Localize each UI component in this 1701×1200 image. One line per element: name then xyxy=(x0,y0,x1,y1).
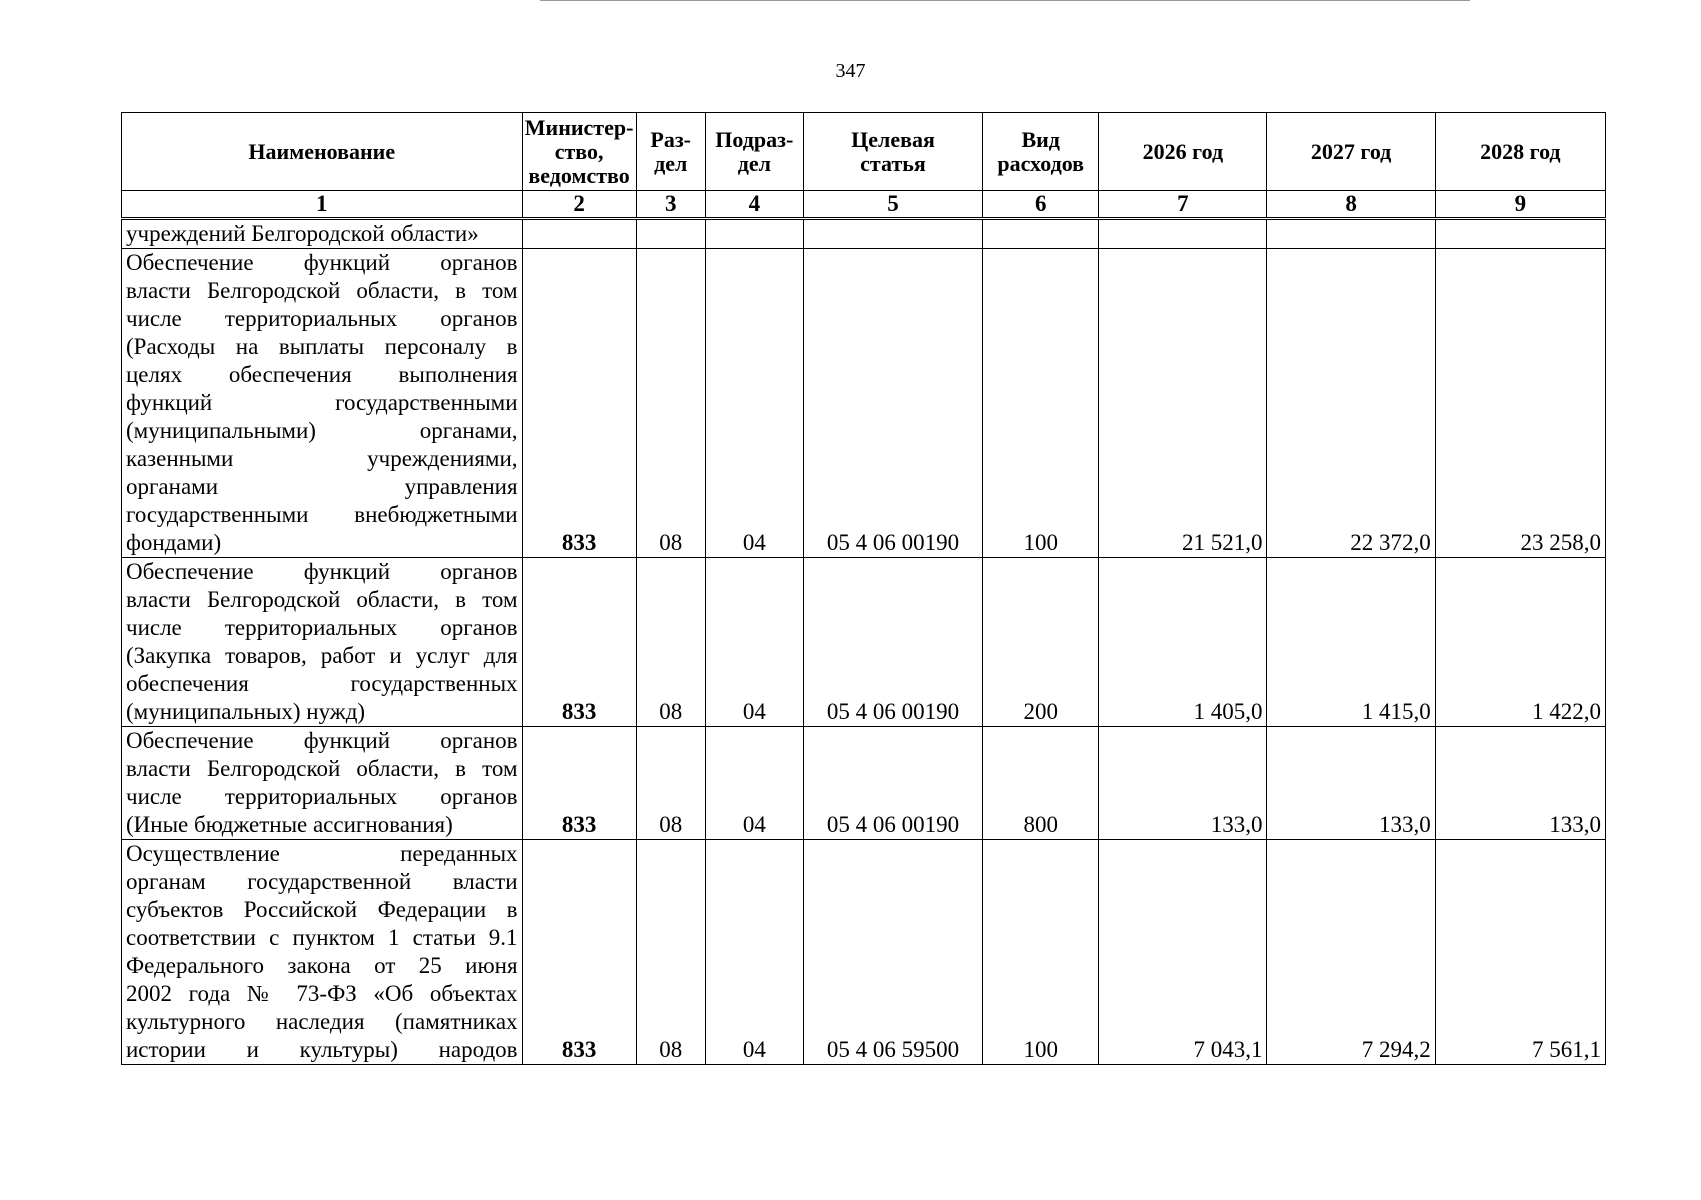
row-ministry: 833 xyxy=(522,727,636,840)
row-2026: 21 521,0 xyxy=(1099,249,1267,558)
row-target xyxy=(803,219,982,249)
column-number-row xyxy=(122,191,1606,219)
name-line: функций государственными xyxy=(126,390,518,415)
header-expense-type-line: расходов xyxy=(997,150,1085,176)
row-ministry xyxy=(522,219,636,249)
header-row xyxy=(122,113,1606,191)
name-line: Обеспечение функций органов xyxy=(126,559,518,584)
row-section: 08 xyxy=(636,558,705,727)
header-section-line: дел xyxy=(654,150,688,176)
row-section: 08 xyxy=(636,249,705,558)
row-section xyxy=(636,219,705,249)
header-ministry-line: Министер- xyxy=(524,114,634,140)
header-expense-type-line: Вид xyxy=(1021,126,1060,152)
table-row xyxy=(122,249,1606,558)
name-line: 2002 года № 73-ФЗ «Об объектах xyxy=(126,981,518,1006)
name-line: (Расходы на выплаты персоналу в xyxy=(126,334,518,359)
name-line: целях обеспечения выполнения xyxy=(126,362,518,387)
name-line: субъектов Российской Федерации в xyxy=(126,897,518,922)
row-2027 xyxy=(1267,219,1435,249)
row-target: 05 4 06 59500 xyxy=(803,840,982,1065)
header-2026: 2026 год xyxy=(1099,113,1267,191)
row-section: 08 xyxy=(636,840,705,1065)
name-line: органами управления xyxy=(126,474,518,499)
row-2028 xyxy=(1435,219,1605,249)
name-line: Обеспечение функций органов xyxy=(126,250,518,275)
header-target xyxy=(803,113,982,191)
header-target-line: Целевая xyxy=(851,126,935,152)
table-row xyxy=(122,727,1606,840)
name-line: власти Белгородской области, в том xyxy=(126,756,518,781)
header-name: Наименование xyxy=(122,113,523,191)
name-line: культурного наследия (памятниках xyxy=(126,1009,518,1034)
column-number: 6 xyxy=(983,191,1099,219)
row-expense-type xyxy=(983,219,1099,249)
header-2027: 2027 год xyxy=(1267,113,1435,191)
name-line: фондами) xyxy=(126,530,222,555)
row-2027: 133,0 xyxy=(1267,727,1435,840)
header-subsection-line: дел xyxy=(737,150,771,176)
name-line: (муниципальных) нужд) xyxy=(126,699,366,724)
name-line: Осуществление переданных xyxy=(126,841,518,866)
row-expense-type: 100 xyxy=(983,249,1099,558)
column-number: 2 xyxy=(522,191,636,219)
name-line: (Иные бюджетные ассигнования) xyxy=(126,812,453,837)
row-subsection: 04 xyxy=(705,840,803,1065)
name-line: числе территориальных органов xyxy=(126,784,518,809)
row-subsection: 04 xyxy=(705,727,803,840)
column-number: 3 xyxy=(636,191,705,219)
row-name xyxy=(122,219,523,249)
row-ministry: 833 xyxy=(522,558,636,727)
header-target-line: статья xyxy=(860,150,926,176)
column-number: 4 xyxy=(705,191,803,219)
row-2026 xyxy=(1099,219,1267,249)
header-ministry-line: ство, xyxy=(554,138,604,164)
row-2028: 1 422,0 xyxy=(1435,558,1605,727)
row-expense-type: 100 xyxy=(983,840,1099,1065)
row-subsection xyxy=(705,219,803,249)
column-number: 9 xyxy=(1435,191,1605,219)
name-line: учреждений Белгородской области» xyxy=(126,221,479,246)
name-line: истории и культуры) народов xyxy=(126,1037,518,1062)
name-line: числе территориальных органов xyxy=(126,306,518,331)
row-2028: 7 561,1 xyxy=(1435,840,1605,1065)
row-2026: 7 043,1 xyxy=(1099,840,1267,1065)
row-2026: 133,0 xyxy=(1099,727,1267,840)
name-line: обеспечения государственных xyxy=(126,671,518,696)
row-ministry: 833 xyxy=(522,249,636,558)
row-target: 05 4 06 00190 xyxy=(803,249,982,558)
row-name xyxy=(122,727,523,840)
header-section-line: Раз- xyxy=(650,126,692,152)
header-ministry-line: ведомство xyxy=(528,162,630,188)
table-row xyxy=(122,840,1606,1065)
budget-table xyxy=(121,112,1606,1065)
header-expense-type xyxy=(983,113,1099,191)
row-name xyxy=(122,558,523,727)
row-subsection: 04 xyxy=(705,249,803,558)
name-line: (муниципальными) органами, xyxy=(126,418,518,443)
row-target: 05 4 06 00190 xyxy=(803,558,982,727)
header-section xyxy=(636,113,705,191)
header-subsection-line: Подраз- xyxy=(715,126,794,152)
column-number: 5 xyxy=(803,191,982,219)
column-number: 8 xyxy=(1267,191,1435,219)
name-line: государственными внебюджетными xyxy=(126,502,518,527)
column-number: 1 xyxy=(122,191,523,219)
name-line: органам государственной власти xyxy=(126,869,518,894)
page-number: 347 xyxy=(835,60,866,82)
name-line: власти Белгородской области, в том xyxy=(126,278,518,303)
row-2026: 1 405,0 xyxy=(1099,558,1267,727)
table-row xyxy=(122,219,1606,249)
row-name xyxy=(122,840,523,1065)
row-target: 05 4 06 00190 xyxy=(803,727,982,840)
column-number: 7 xyxy=(1099,191,1267,219)
row-expense-type: 800 xyxy=(983,727,1099,840)
row-2027: 7 294,2 xyxy=(1267,840,1435,1065)
row-ministry: 833 xyxy=(522,840,636,1065)
row-2028: 133,0 xyxy=(1435,727,1605,840)
row-2028: 23 258,0 xyxy=(1435,249,1605,558)
table-row xyxy=(122,558,1606,727)
top-scan-edge xyxy=(540,0,1470,1)
row-name xyxy=(122,249,523,558)
name-line: (Закупка товаров, работ и услуг для xyxy=(126,643,518,668)
name-line: Обеспечение функций органов xyxy=(126,728,518,753)
name-line: Федерального закона от 25 июня xyxy=(126,953,518,978)
name-line: числе территориальных органов xyxy=(126,615,518,640)
row-subsection: 04 xyxy=(705,558,803,727)
name-line: власти Белгородской области, в том xyxy=(126,587,518,612)
row-expense-type: 200 xyxy=(983,558,1099,727)
row-2027: 1 415,0 xyxy=(1267,558,1435,727)
header-subsection xyxy=(705,113,803,191)
name-line: соответствии с пунктом 1 статьи 9.1 xyxy=(126,925,518,950)
header-ministry xyxy=(522,113,636,191)
name-line: казенными учреждениями, xyxy=(126,446,518,471)
header-2028: 2028 год xyxy=(1435,113,1605,191)
row-section: 08 xyxy=(636,727,705,840)
row-2027: 22 372,0 xyxy=(1267,249,1435,558)
